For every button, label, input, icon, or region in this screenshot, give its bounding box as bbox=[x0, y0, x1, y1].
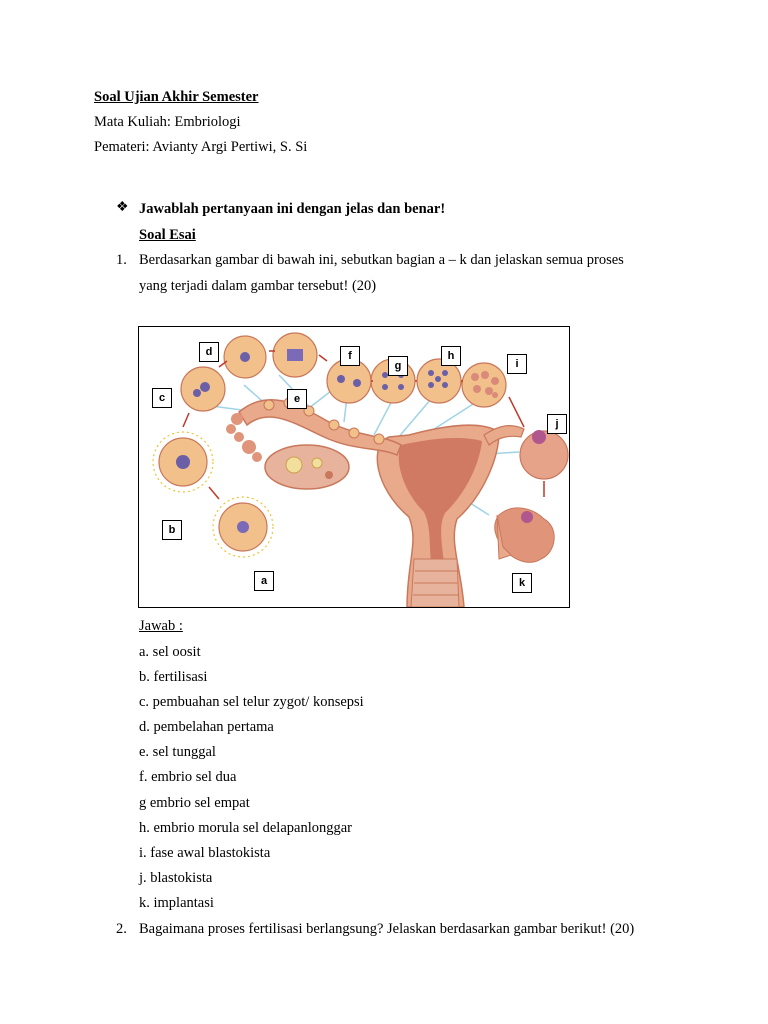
lecturer-line: Pemateri: Avianty Argi Pertiwi, S. Si bbox=[94, 139, 308, 155]
question-text: Berdasarkan gambar di bawah ini, sebutkan bagian a – k dan jelaskan semua proses bbox=[139, 252, 624, 268]
answer-item: d. pembelahan pertama bbox=[139, 719, 274, 735]
answer-item: a. sel oosit bbox=[139, 644, 201, 660]
answer-item: c. pembuahan sel telur zygot/ konsepsi bbox=[139, 694, 364, 710]
question-number: 2. bbox=[116, 921, 127, 937]
answer-item: k. implantasi bbox=[139, 895, 214, 911]
figure-label-a: a bbox=[254, 571, 274, 591]
figure-label-j: j bbox=[547, 414, 567, 434]
section-title: Soal Esai bbox=[139, 227, 196, 243]
diamond-bullet-icon: ❖ bbox=[116, 200, 129, 215]
question-number: 1. bbox=[116, 252, 127, 268]
answer-item: g embrio sel empat bbox=[139, 795, 250, 811]
answer-item: f. embrio sel dua bbox=[139, 769, 237, 785]
figure-label-g: g bbox=[388, 356, 408, 376]
figure-label-b: b bbox=[162, 520, 182, 540]
question-text: Bagaimana proses fertilisasi berlangsung? Jelaskan berdasarkan gambar berikut! (20) bbox=[139, 921, 635, 937]
figure-label-i: i bbox=[507, 354, 527, 374]
figure-label-h: h bbox=[441, 346, 461, 366]
instruction-text: Jawablah pertanyaan ini dengan jelas dan benar! bbox=[139, 201, 446, 217]
answer-item: e. sel tunggal bbox=[139, 744, 216, 760]
answer-heading: Jawab : bbox=[139, 618, 183, 634]
answer-item: h. embrio morula sel delapanlonggar bbox=[139, 820, 353, 836]
figure-label-c: c bbox=[152, 388, 172, 408]
figure-label-d: d bbox=[199, 342, 219, 362]
answer-item: j. blastokista bbox=[139, 870, 213, 886]
page-title: Soal Ujian Akhir Semester bbox=[94, 89, 259, 105]
embryology-figure bbox=[138, 326, 570, 608]
figure-label-e: e bbox=[287, 389, 307, 409]
course-line: Mata Kuliah: Embriologi bbox=[94, 114, 241, 130]
figure-label-f: f bbox=[340, 346, 360, 366]
figure-label-k: k bbox=[512, 573, 532, 593]
answer-item: i. fase awal blastokista bbox=[139, 845, 271, 861]
answer-item: b. fertilisasi bbox=[139, 669, 208, 685]
question-text-continued: yang terjadi dalam gambar tersebut! (20) bbox=[139, 278, 377, 294]
reproductive-tract-illustration bbox=[139, 327, 570, 608]
